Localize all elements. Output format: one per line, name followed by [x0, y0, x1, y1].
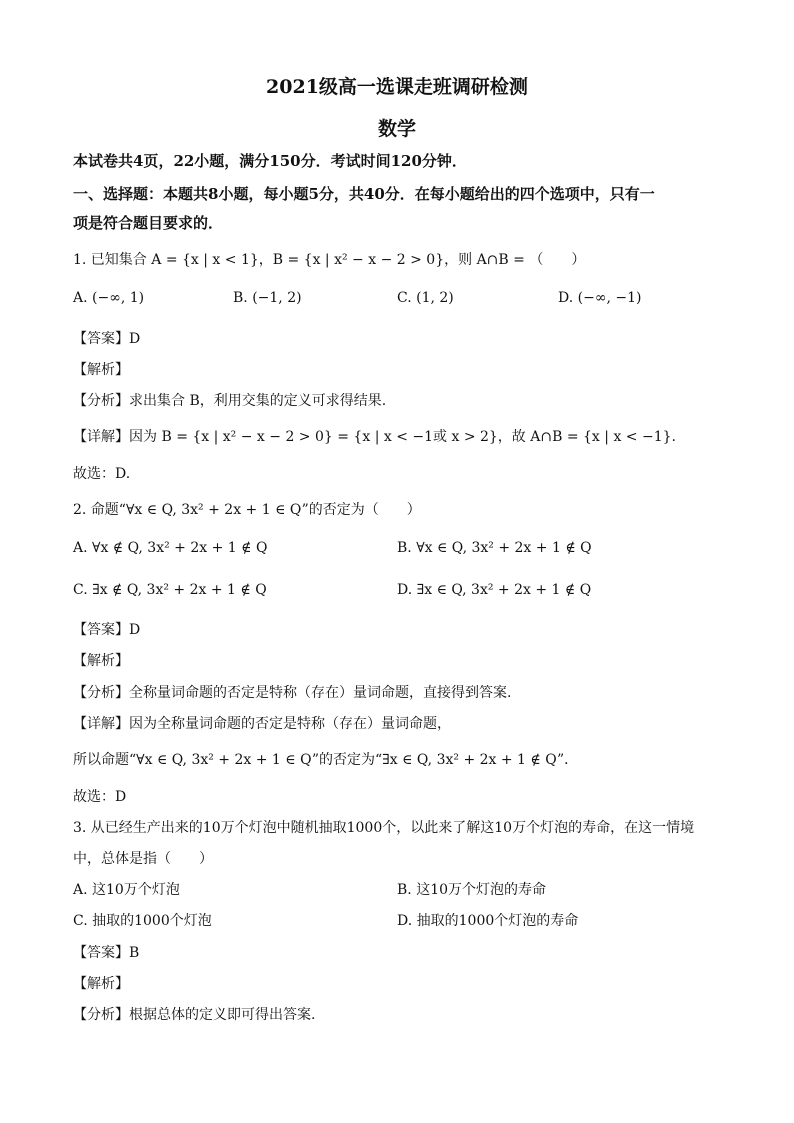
section-heading-line2: 项是符合题目要求的． — [73, 214, 224, 232]
q1-option-a: A. (−∞, 1) — [73, 290, 145, 306]
q2-answer: 【答案】D — [73, 622, 141, 638]
q1-analysis-label: 【解析】 — [73, 362, 129, 378]
q1-option-b: B. (−1, 2) — [233, 290, 302, 306]
q1-xiangjie: 【详解】因为 B = {x | x² − x − 2 > 0} = {x | x < −1或 x > 2}，故 A∩B = {x | x < −1}. — [73, 429, 676, 445]
q1-option-c: C. (1, 2) — [397, 290, 454, 306]
q2-fenxi: 【分析】全称量词命题的否定是特称（存在）量词命题，直接得到答案. — [73, 685, 512, 701]
subject-title: 数学 — [377, 118, 416, 140]
q2-xiangjie: 【详解】因为全称量词命题的否定是特称（存在）量词命题， — [73, 716, 451, 732]
q2-option-d: D. ∃x ∈ Q, 3x² + 2x + 1 ∉ Q — [397, 582, 592, 598]
q2-option-a: A. ∀x ∉ Q, 3x² + 2x + 1 ∉ Q — [73, 540, 268, 556]
q1-conclusion: 故选：D. — [73, 466, 131, 482]
q1-fenxi: 【分析】求出集合 B，利用交集的定义可求得结果. — [73, 393, 387, 409]
q1-answer: 【答案】D — [73, 331, 141, 347]
q3-analysis-label: 【解析】 — [73, 976, 129, 992]
section-heading-line1: 一、选择题：本题共8小题，每小题5分，共40分．在每小题给出的四个选项中，只有一 — [73, 185, 655, 203]
q3-option-b: B. 这10万个灯泡的寿命 — [397, 882, 547, 898]
q2-xiangjie-line2: 所以命题“∀x ∈ Q, 3x² + 2x + 1 ∈ Q”的否定为“∃x ∈ Q, 3x² + 2x + 1 ∉ Q”． — [73, 752, 579, 768]
exam-title: 2021级高一选课走班调研检测 — [266, 76, 528, 98]
q1-option-d: D. (−∞, −1) — [558, 290, 642, 306]
q3-option-c: C. 抽取的1000个灯泡 — [73, 913, 212, 929]
q3-stem-line2: 中，总体是指（ ） — [73, 851, 213, 867]
q3-fenxi: 【分析】根据总体的定义即可得出答案. — [73, 1007, 316, 1023]
q2-option-c: C. ∃x ∉ Q, 3x² + 2x + 1 ∉ Q — [73, 582, 267, 598]
q2-analysis-label: 【解析】 — [73, 653, 129, 669]
q2-stem: 2. 命题“∀x ∈ Q, 3x² + 2x + 1 ∈ Q”的否定为（ ） — [73, 502, 421, 518]
q3-option-a: A. 这10万个灯泡 — [73, 882, 180, 898]
q2-option-b: B. ∀x ∈ Q, 3x² + 2x + 1 ∉ Q — [397, 540, 592, 556]
q2-conclusion: 故选：D — [73, 789, 127, 805]
exam-info: 本试卷共4页，22小题，满分150分．考试时间120分钟． — [73, 152, 467, 170]
q3-option-d: D. 抽取的1000个灯泡的寿命 — [397, 913, 579, 929]
q1-stem: 1. 已知集合 A = {x | x < 1}，B = {x | x² − x − 2 > 0}，则 A∩B = （ ） — [73, 252, 586, 268]
q3-answer: 【答案】B — [73, 945, 140, 961]
q3-stem-line1: 3. 从已经生产出来的10万个灯泡中随机抽取1000个，以此来了解这10万个灯泡的寿命，在这一情境 — [73, 820, 695, 836]
